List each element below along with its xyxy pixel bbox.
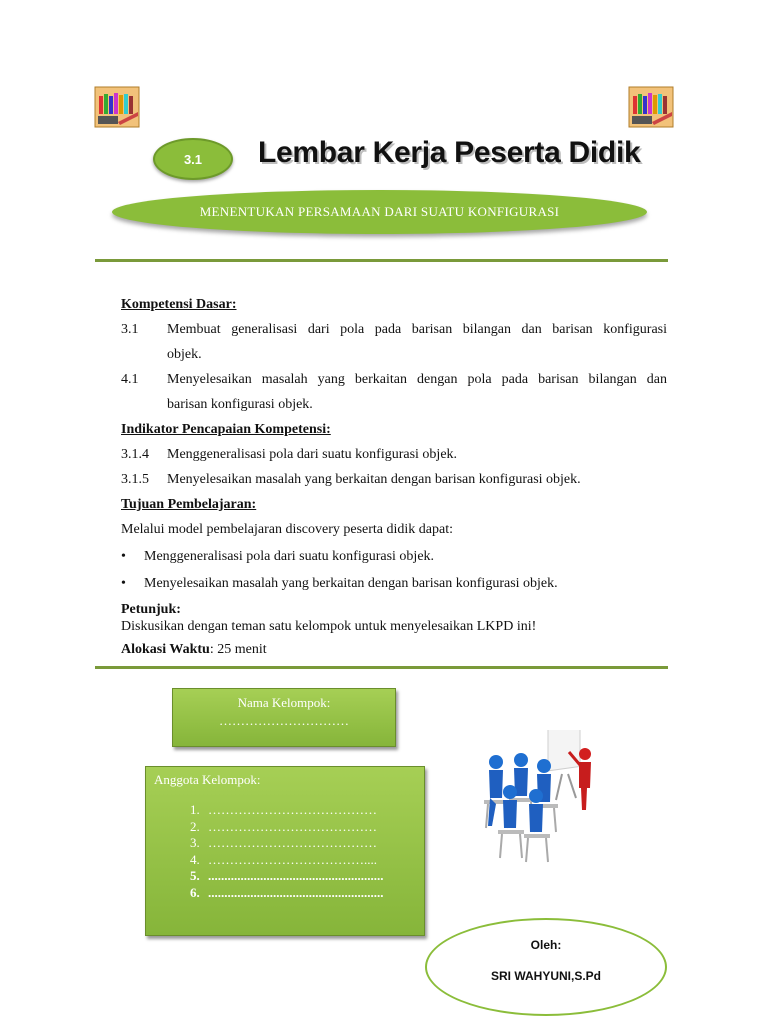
member-field[interactable]: ...................................................... xyxy=(208,884,384,900)
school-supplies-icon xyxy=(628,86,674,128)
item-text: objek. xyxy=(167,347,202,362)
item-number: 4.1 xyxy=(121,372,139,387)
item-number: 3.1.5 xyxy=(121,472,149,487)
item-text: Menyelesaikan masalah yang berkaitan dengan barisan konfigurasi objek. xyxy=(167,472,581,487)
teacher-figure-icon xyxy=(569,748,591,810)
item-text: barisan konfigurasi objek. xyxy=(167,397,313,412)
item-number: 3.1.4 xyxy=(121,447,149,462)
list-item-continuation xyxy=(121,342,667,367)
nama-kelompok-field[interactable]: ………………………… xyxy=(219,713,349,728)
section-number-badge: 3.1 xyxy=(153,138,233,180)
list-item xyxy=(121,317,667,342)
item-text: Menggeneralisasi pola dari suatu konfigurasi objek. xyxy=(167,447,458,462)
section-intro: Melalui model pembelajaran discovery peserta didik dapat: xyxy=(121,522,453,537)
list-item xyxy=(121,467,667,492)
author-box xyxy=(425,918,667,1016)
list-item xyxy=(121,442,667,467)
list-item: 1. ………………………………… xyxy=(190,802,377,817)
school-supplies-icon xyxy=(94,86,140,128)
item-number: 3.1 xyxy=(121,322,139,337)
item-text: Membuat generalisasi dari pola pada barisan bilangan dan barisan konfigurasi xyxy=(167,322,667,337)
member-field[interactable]: ……………………………….... xyxy=(208,851,377,867)
divider xyxy=(95,259,668,262)
petunjuk-text: Diskusikan dengan teman satu kelompok untuk menyelesaikan LKPD ini! xyxy=(121,619,537,634)
nama-kelompok-label: Nama Kelompok: xyxy=(237,695,331,710)
list-item: 6. ...................................................... xyxy=(190,884,384,900)
list-item xyxy=(121,571,667,596)
list-item xyxy=(121,544,667,569)
item-text: Menggeneralisasi pola dari suatu konfigurasi objek. xyxy=(144,549,435,564)
page-title: Lembar Kerja Peserta Didik xyxy=(258,136,641,169)
author-name: SRI WAHYUNI,S.Pd xyxy=(490,969,601,983)
item-text: Menyelesaikan masalah yang berkaitan dengan pola pada barisan bilangan dan xyxy=(167,372,667,387)
section-heading: Petunjuk: xyxy=(121,602,181,617)
divider xyxy=(95,666,668,669)
student-figures-icon xyxy=(484,753,558,862)
anggota-list xyxy=(190,802,424,901)
member-field[interactable]: ………………………………… xyxy=(208,818,377,834)
anggota-kelompok-box xyxy=(145,766,425,936)
anggota-kelompok-label: Anggota Kelompok: xyxy=(154,772,261,787)
alokasi-waktu: Alokasi Waktu: 25 menit xyxy=(121,642,267,657)
whiteboard-icon xyxy=(548,730,580,800)
page-subtitle: MENENTUKAN PERSAMAAN DARI SUATU KONFIGURASI xyxy=(112,190,647,234)
member-field[interactable]: ...................................................... xyxy=(208,868,384,883)
nama-kelompok-box xyxy=(172,688,396,747)
author-label: Oleh: xyxy=(530,938,562,952)
section-heading: Indikator Pencapaian Kompetensi: xyxy=(121,422,331,437)
bullet: • xyxy=(121,576,126,591)
list-item: 3. ………………………………… xyxy=(190,835,377,850)
item-text: Menyelesaikan masalah yang berkaitan dengan barisan konfigurasi objek. xyxy=(144,576,558,591)
list-item: 5. ...................................................... xyxy=(190,868,384,883)
list-item: 2. ………………………………… xyxy=(190,818,377,834)
list-item-continuation xyxy=(121,392,667,417)
member-field[interactable]: ………………………………… xyxy=(208,802,377,817)
member-field[interactable]: ………………………………… xyxy=(208,835,377,850)
section-heading: Kompetensi Dasar: xyxy=(121,297,237,312)
main-content xyxy=(121,292,667,662)
bullet: • xyxy=(121,549,126,564)
list-item xyxy=(121,367,667,392)
section-heading: Tujuan Pembelajaran: xyxy=(121,497,257,512)
list-item: 4. ……………………………….... xyxy=(190,851,377,867)
classroom-illustration xyxy=(476,730,616,875)
